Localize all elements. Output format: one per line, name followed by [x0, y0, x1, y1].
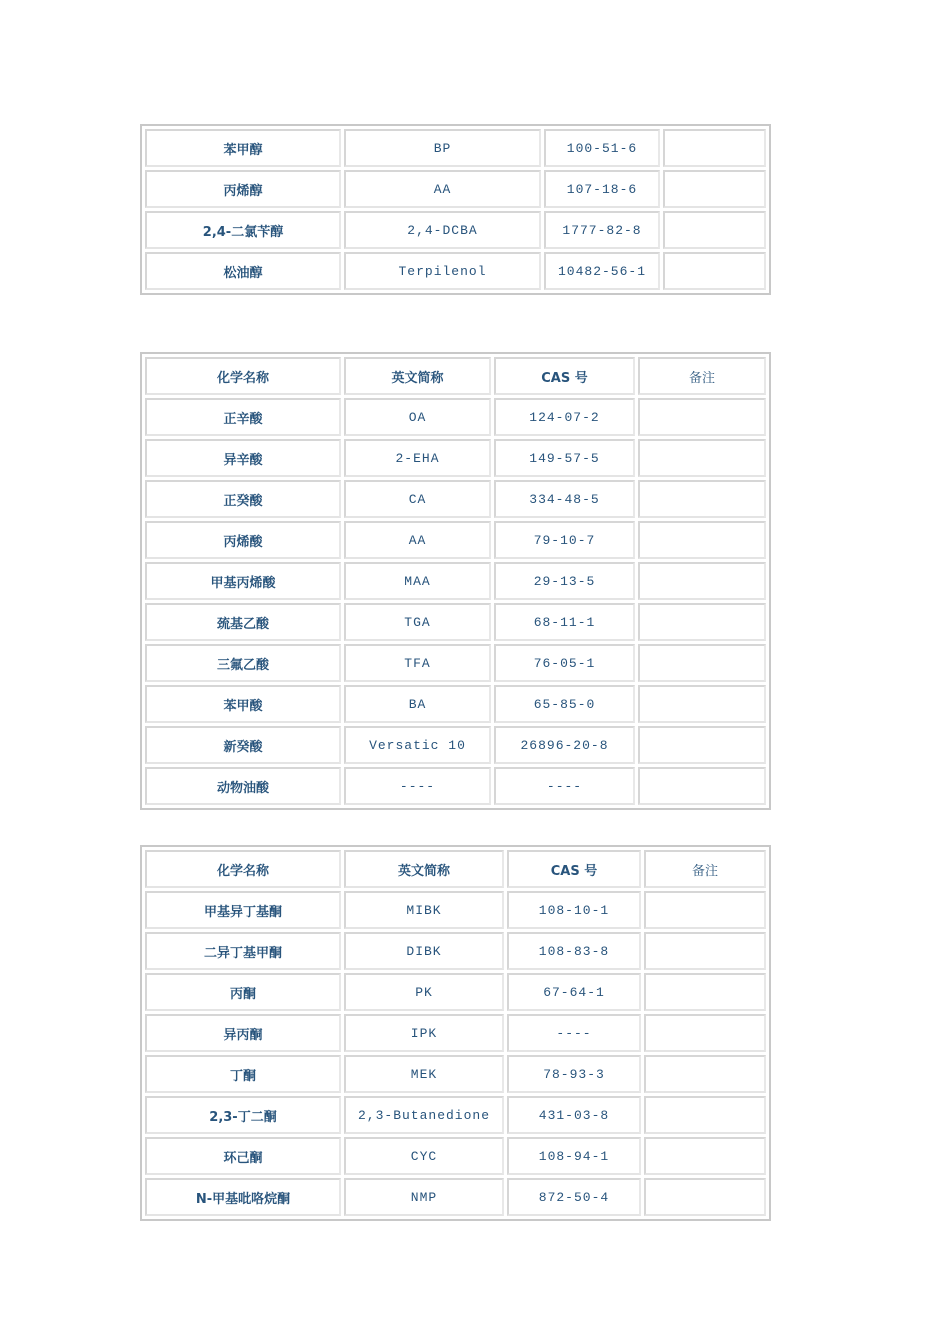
table-row	[145, 170, 766, 208]
chemical-name: 正癸酸	[145, 480, 341, 518]
note-cell	[644, 932, 766, 970]
table-row	[145, 1137, 766, 1175]
cas-number: 108-10-1	[507, 891, 641, 929]
note-cell	[663, 252, 766, 290]
cas-number: 124-07-2	[494, 398, 635, 436]
acids-table	[140, 352, 771, 810]
table-row	[145, 129, 766, 167]
note-cell	[644, 1178, 766, 1216]
cas-number: 79-10-7	[494, 521, 635, 559]
abbreviation: MIBK	[344, 891, 504, 929]
table-row	[145, 603, 766, 641]
note-cell	[638, 562, 766, 600]
abbreviation: AA	[344, 521, 491, 559]
cas-number: 10482-56-1	[544, 252, 660, 290]
table-row	[145, 973, 766, 1011]
table-row	[145, 932, 766, 970]
alcohols-body	[145, 129, 766, 290]
cas-number: ----	[494, 767, 635, 805]
cas-number: 107-18-6	[544, 170, 660, 208]
header-chemical-name: 化学名称	[145, 357, 341, 395]
cas-number: 108-83-8	[507, 932, 641, 970]
cas-number: 872-50-4	[507, 1178, 641, 1216]
abbreviation: ----	[344, 767, 491, 805]
chemical-name: 甲基丙烯酸	[145, 562, 341, 600]
header-row	[145, 357, 766, 395]
cas-number: 1777-82-8	[544, 211, 660, 249]
note-cell	[644, 1014, 766, 1052]
note-cell	[644, 973, 766, 1011]
header-note: 备注	[638, 357, 766, 395]
note-cell	[638, 685, 766, 723]
table-row	[145, 685, 766, 723]
abbreviation: CA	[344, 480, 491, 518]
header-abbreviation: 英文简称	[344, 850, 504, 888]
note-cell	[663, 211, 766, 249]
chemical-name: 丙酮	[145, 973, 341, 1011]
note-cell	[644, 1137, 766, 1175]
chemical-name: 丁酮	[145, 1055, 341, 1093]
abbreviation: AA	[344, 170, 541, 208]
note-cell	[638, 521, 766, 559]
abbreviation: Versatic 10	[344, 726, 491, 764]
table-row	[145, 252, 766, 290]
table-row	[145, 1178, 766, 1216]
ketones-body	[145, 891, 766, 1216]
abbreviation: BP	[344, 129, 541, 167]
table-row	[145, 211, 766, 249]
table-row	[145, 1055, 766, 1093]
header-row	[145, 850, 766, 888]
chemical-name: 异丙酮	[145, 1014, 341, 1052]
header-note: 备注	[644, 850, 766, 888]
chemical-name: 异辛酸	[145, 439, 341, 477]
abbreviation: 2,4-DCBA	[344, 211, 541, 249]
acids-body	[145, 398, 766, 805]
table-row	[145, 521, 766, 559]
chemical-name: 三氟乙酸	[145, 644, 341, 682]
abbreviation: TGA	[344, 603, 491, 641]
table-row	[145, 1096, 766, 1134]
chemical-name: 正辛酸	[145, 398, 341, 436]
table-row	[145, 726, 766, 764]
header-cas-number: CAS 号	[494, 357, 635, 395]
ketones-table	[140, 845, 771, 1221]
cas-number: 100-51-6	[544, 129, 660, 167]
abbreviation: TFA	[344, 644, 491, 682]
cas-number: 149-57-5	[494, 439, 635, 477]
note-cell	[638, 439, 766, 477]
cas-number: 67-64-1	[507, 973, 641, 1011]
abbreviation: CYC	[344, 1137, 504, 1175]
note-cell	[638, 603, 766, 641]
chemical-name: 新癸酸	[145, 726, 341, 764]
abbreviation: IPK	[344, 1014, 504, 1052]
cas-number: 78-93-3	[507, 1055, 641, 1093]
chemical-name: 巯基乙酸	[145, 603, 341, 641]
abbreviation: MAA	[344, 562, 491, 600]
note-cell	[644, 1055, 766, 1093]
abbreviation: NMP	[344, 1178, 504, 1216]
abbreviation: DIBK	[344, 932, 504, 970]
cas-number: 334-48-5	[494, 480, 635, 518]
ketones-header	[145, 850, 766, 888]
header-abbreviation: 英文简称	[344, 357, 491, 395]
note-cell	[638, 726, 766, 764]
header-cas-number: CAS 号	[507, 850, 641, 888]
abbreviation: PK	[344, 973, 504, 1011]
chemical-name: 2,3-丁二酮	[145, 1096, 341, 1134]
abbreviation: MEK	[344, 1055, 504, 1093]
note-cell	[644, 891, 766, 929]
note-cell	[638, 398, 766, 436]
table-row	[145, 480, 766, 518]
table-row	[145, 439, 766, 477]
chemical-name: 丙烯酸	[145, 521, 341, 559]
chemical-name: N-甲基吡咯烷酮	[145, 1178, 341, 1216]
cas-number: 26896-20-8	[494, 726, 635, 764]
note-cell	[638, 767, 766, 805]
note-cell	[638, 644, 766, 682]
abbreviation: BA	[344, 685, 491, 723]
abbreviation: 2,3-Butanedione	[344, 1096, 504, 1134]
cas-number: 65-85-0	[494, 685, 635, 723]
chemical-name: 丙烯醇	[145, 170, 341, 208]
table-row	[145, 398, 766, 436]
cas-number: ----	[507, 1014, 641, 1052]
chemical-name: 苯甲醇	[145, 129, 341, 167]
abbreviation: 2-EHA	[344, 439, 491, 477]
chemical-name: 环己酮	[145, 1137, 341, 1175]
chemical-name: 二异丁基甲酮	[145, 932, 341, 970]
chemical-name: 甲基异丁基酮	[145, 891, 341, 929]
table-row	[145, 767, 766, 805]
table-row	[145, 644, 766, 682]
chemical-name: 动物油酸	[145, 767, 341, 805]
chemical-name: 松油醇	[145, 252, 341, 290]
table-row	[145, 891, 766, 929]
chemical-name: 苯甲酸	[145, 685, 341, 723]
abbreviation: OA	[344, 398, 491, 436]
abbreviation: Terpilenol	[344, 252, 541, 290]
cas-number: 108-94-1	[507, 1137, 641, 1175]
note-cell	[638, 480, 766, 518]
chemical-name: 2,4-二氯苄醇	[145, 211, 341, 249]
note-cell	[644, 1096, 766, 1134]
note-cell	[663, 170, 766, 208]
cas-number: 68-11-1	[494, 603, 635, 641]
cas-number: 431-03-8	[507, 1096, 641, 1134]
table-row	[145, 1014, 766, 1052]
alcohols-table	[140, 124, 771, 295]
header-chemical-name: 化学名称	[145, 850, 341, 888]
cas-number: 29-13-5	[494, 562, 635, 600]
acids-header	[145, 357, 766, 395]
note-cell	[663, 129, 766, 167]
cas-number: 76-05-1	[494, 644, 635, 682]
table-row	[145, 562, 766, 600]
